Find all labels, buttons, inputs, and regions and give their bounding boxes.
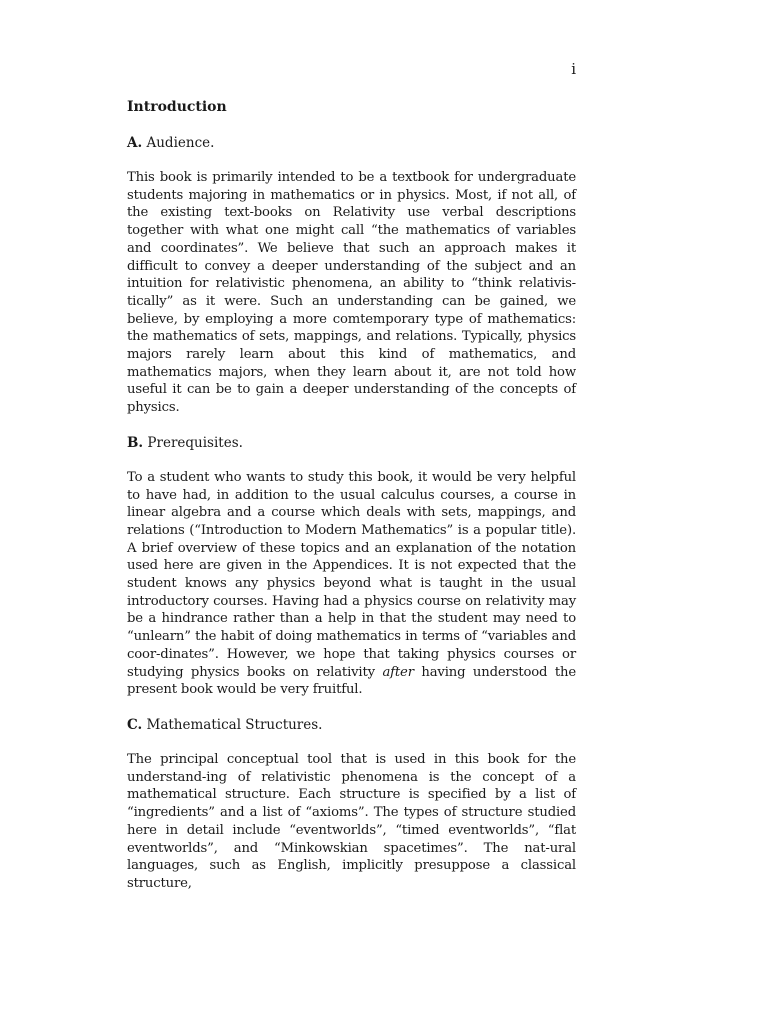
section-title-prerequisites <box>127 433 576 453</box>
section-title-text: Prerequisites. <box>147 434 243 451</box>
section-title-mathematical-structures <box>127 715 576 735</box>
page-number: i <box>571 60 576 78</box>
paragraph-text: having understood the present book would be very fruitful. <box>127 664 576 698</box>
section-letter: A. <box>127 135 143 151</box>
chapter-heading: Introduction <box>127 99 227 115</box>
section-letter: B. <box>127 434 144 451</box>
paragraph-prerequisites <box>127 469 576 699</box>
emphasis-after: after <box>382 664 414 680</box>
section-title-text: Audience. <box>146 135 215 151</box>
section-title-audience <box>127 133 576 153</box>
page-content <box>127 97 576 909</box>
paragraph-mathematical-structures: The principal conceptual tool that is used in this book for the understand-ing of relativistic phenomena is the concept of a mathematical structure. Each structure is specified by a list of “ingredients” and a list of “axioms”. The types of structure studied here in detail include “eventworlds”, “timed eventworlds”, “flat eventworlds”, and “Minkowskian spacetimes”. The nat-ural languages, such as English, implicitly presuppose a classical structure, <box>127 751 576 891</box>
section-title-text: Mathematical Structures. <box>146 716 323 733</box>
paragraph-audience: This book is primarily intended to be a textbook for undergraduate students majoring in mathematics or in physics. Most, if not all, of the existing text-books on Relativity use verbal descriptions together with what one might call “the mathematics of variables and coordinates”. We believe that such an approach makes it difficult to convey a deeper understanding of the subject and an intuition for relativistic phenomena, an ability to “think relativis-tically” as it were. Such an understanding can be gained, we believe, by employing a more comtemporary type of mathematics: the mathematics of sets, mappings, and relations. Typically, physics majors rarely learn about this kind of mathematics, and mathematics majors, when they learn about it, are not told how useful it can be to gain a deeper understanding of the concepts of physics. <box>127 170 576 416</box>
paragraph-text: To a student who wants to study this book, it would be very helpful to have had, in addition to the usual calculus courses, a course in linear algebra and a course which deals with sets, mappings, and relations (“Introduction to Modern Mathematics” is a popular title). A brief overview of these topics and an explanation of the notation used here are given in the Appendices. It is not expected that the student knows any physics beyond what is taught in the usual introductory courses. Having had a physics course on relativity may be a hindrance rather than a help in that the student may need to “unlearn” the habit of doing mathematics in terms of “variables and coor-dinates”. However, we hope that taking physics courses or studying physics books on relativity <box>127 469 576 680</box>
section-letter: C. <box>127 716 143 733</box>
